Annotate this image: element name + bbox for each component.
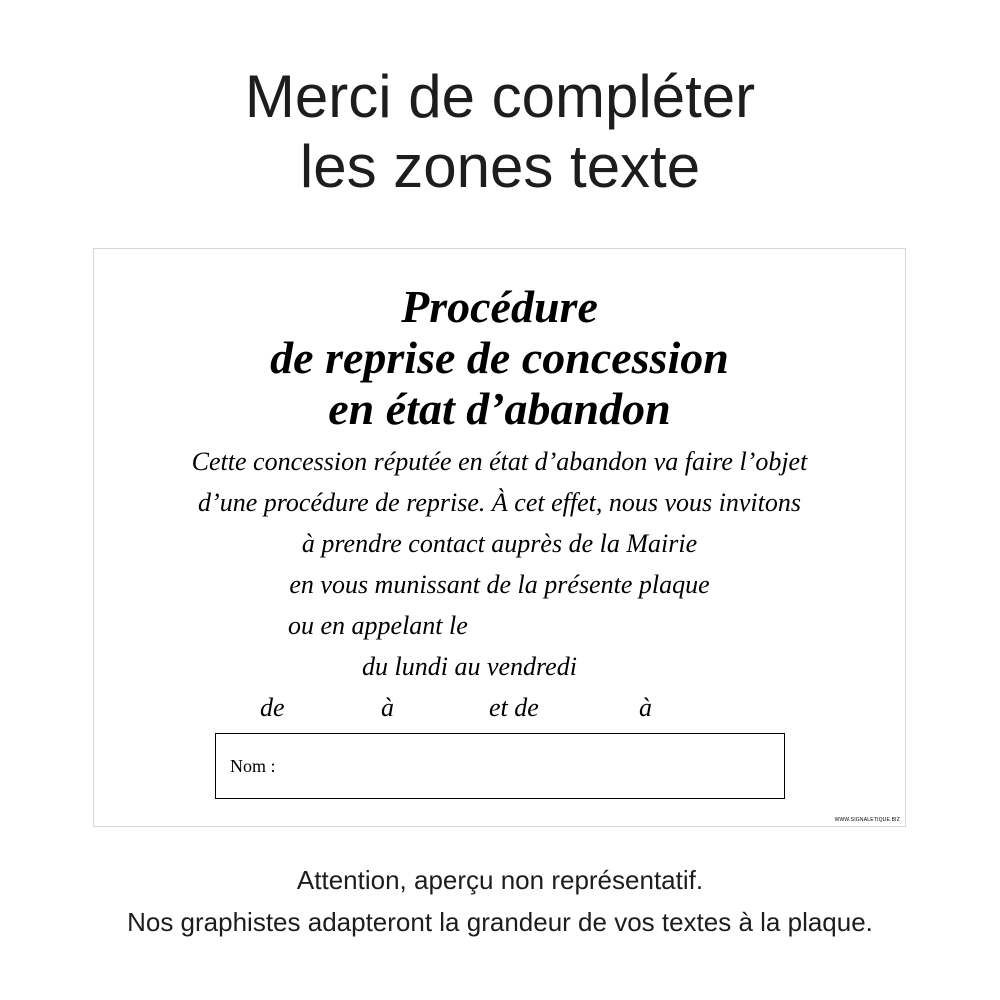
plaque-body-line-3: à prendre contact auprès de la Mairie [301,529,698,558]
heading-line-2: les zones texte [299,133,701,200]
plaque-title-line-1: Procédure [401,281,598,332]
plaque-preview [93,248,906,827]
days-line: du lundi au vendredi [362,652,577,681]
hours-de: de [260,693,285,722]
website-credit: WWW.SIGNALETIQUE.BIZ [834,817,900,823]
name-label: Nom : [230,756,276,776]
plaque-title-line-3: en état d’abandon [328,383,671,434]
page-heading [0,62,1000,202]
plaque-body-line-1: Cette concession réputée en état d’abandon va faire l’objet [191,447,808,476]
plaque-body-line-4: en vous munissant de la présente plaque [289,570,710,599]
hours-et-de: et de [489,693,539,722]
hours-a-2: à [639,693,652,722]
plaque-body-line-2: d’une procédure de reprise. À cet effet, nous vous invitons [198,488,801,517]
disclaimer-line-1: Attention, aperçu non représentatif. [296,865,704,895]
heading-line-1: Merci de compléter [244,63,756,130]
name-field-box [215,733,785,799]
disclaimer-line-2: Nos graphistes adapteront la grandeur de vos textes à la plaque. [127,907,873,937]
hours-a-1: à [381,693,394,722]
plaque-title-line-2: de reprise de concession [270,332,729,383]
phone-line: ou en appelant le [288,611,468,640]
